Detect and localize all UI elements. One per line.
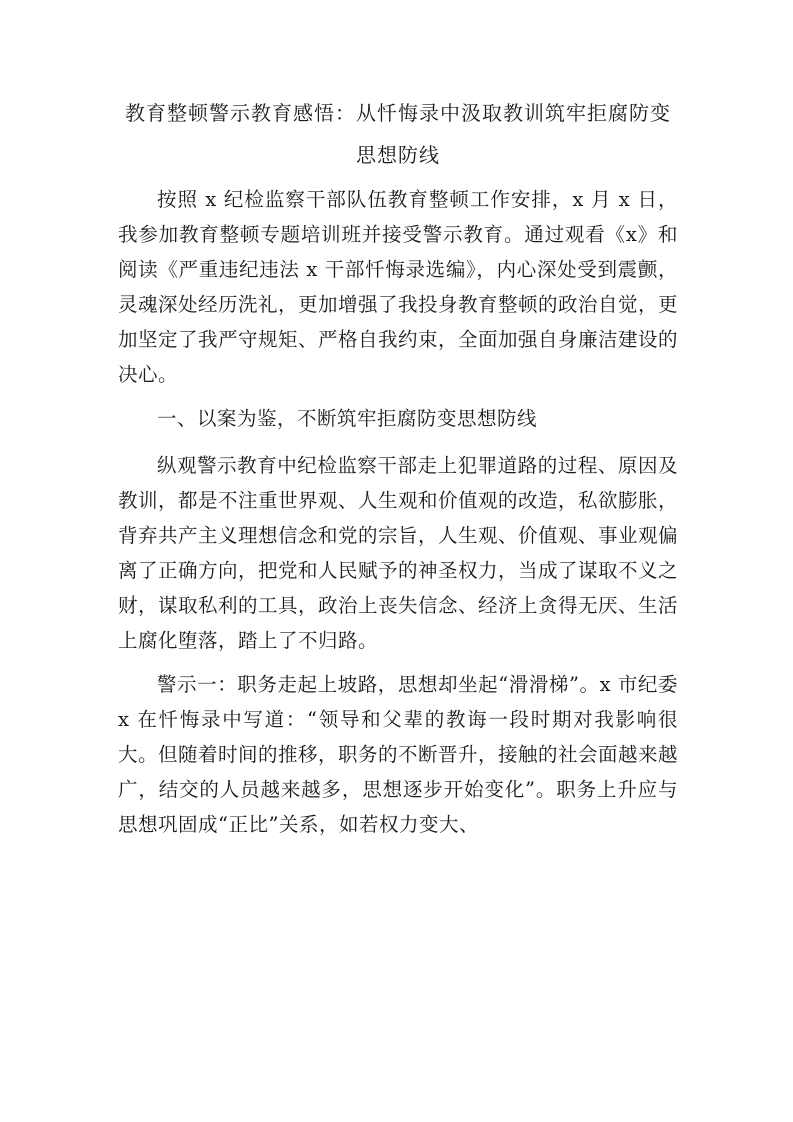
paragraph-warning-one: 警示一：职务走起上坡路，思想却坐起“滑滑梯”。x 市纪委 x 在忏悔录中写道：“领导和父辈的教诲一段时期对我影响很大。但随着时间的推移，职务的不断晋升，接触的社会面越来越广，结交的人员越来越多，思想逐步开始变化”。职务上升应与思想巩固成“正比”关系，如若权力变大、 (118, 673, 679, 836)
document-title: 教育整顿警示教育感悟：从忏悔录中汲取教训筑牢拒腐防变思想防线 (125, 101, 671, 167)
document-body (118, 92, 678, 851)
section-heading: 一、以案为鉴，不断筑牢拒腐防变思想防线 (157, 407, 538, 430)
paragraph-intro: 按照 x 纪检监察干部队伍教育整顿工作安排，x 月 x 日，我参加教育整顿专题培训班并接受警示教育。通过观看《x》和阅读《严重违纪违法 x 干部忏悔录选编》，内心深处受到震颤，灵魂深处经历洗礼，更加增强了我投身教育整顿的政治自觉，更加坚定了我严守规矩、严格自我约束，全面加强自身廉洁建设的决心。 (118, 188, 679, 386)
paragraph-overview: 纵观警示教育中纪检监察干部走上犯罪道路的过程、原因及教训，都是不注重世界观、人生观和价值观的改造，私欲膨胀，背弃共产主义理想信念和党的宗旨，人生观、价值观、事业观偏离了正确方向，把党和人民赋予的神圣权力，当成了谋取不义之财，谋取私利的工具，政治上丧失信念、经济上贪得无厌、生活上腐化堕落，踏上了不归路。 (118, 454, 679, 652)
